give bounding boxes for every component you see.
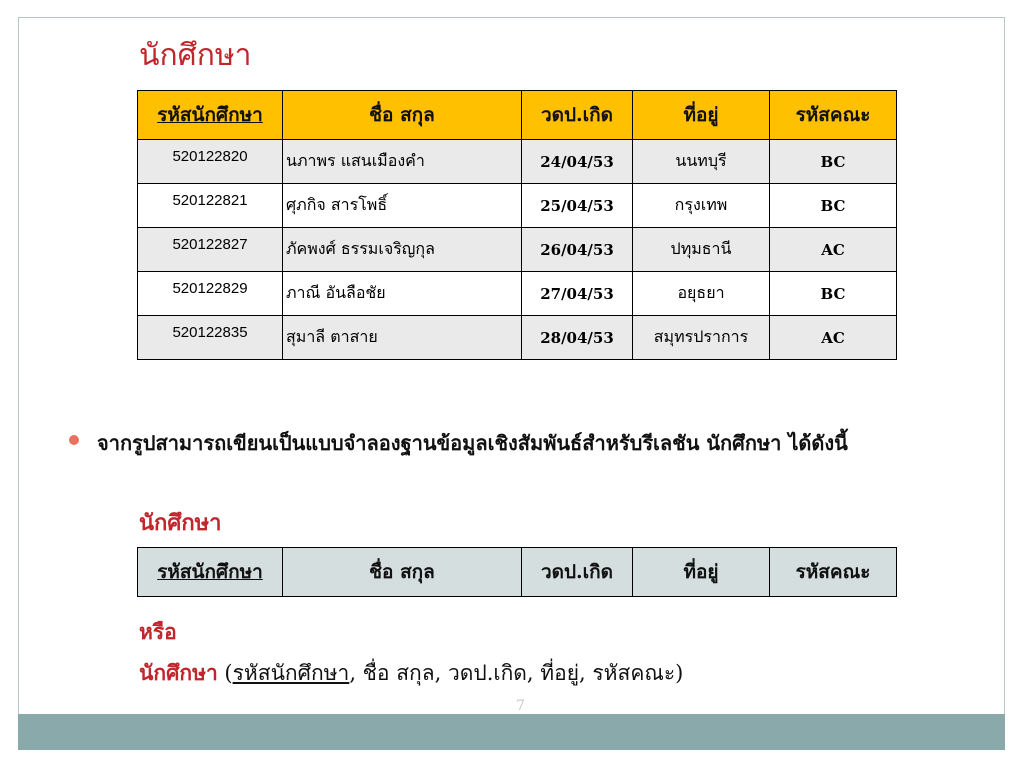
cell-birthdate: 26/04/53 <box>522 228 633 272</box>
cell-name: ภาณี อันลือชัย <box>283 272 522 316</box>
bullet-dot <box>69 435 79 445</box>
footer-mark: 7 <box>516 698 525 714</box>
cell-student-id: 520122821 <box>138 184 283 228</box>
cell-address: สมุทรปราการ <box>633 316 770 360</box>
cell-address: อยุธยา <box>633 272 770 316</box>
schema-relation-name: นักศึกษา <box>139 660 218 685</box>
column-header-address: ที่อยู่ <box>633 91 770 140</box>
cell-address: นนทบุรี <box>633 140 770 184</box>
relation-attr-name: ชื่อ สกุล <box>283 548 522 597</box>
cell-birthdate: 25/04/53 <box>522 184 633 228</box>
relation-attr-address: ที่อยู่ <box>633 548 770 597</box>
cell-name: ภัคพงศ์ ธรรมเจริญกุล <box>283 228 522 272</box>
cell-faculty-code: AC <box>770 316 897 360</box>
relation-attr-student-id: รหัสนักศึกษา <box>138 548 283 597</box>
cell-name: ศุภกิจ สารโพธิ์ <box>283 184 522 228</box>
cell-faculty-code: BC <box>770 140 897 184</box>
column-header-faculty-code: รหัสคณะ <box>770 91 897 140</box>
relation-header-row <box>138 548 897 597</box>
column-header-birthdate: วดป.เกิด <box>522 91 633 140</box>
table-row <box>138 140 897 184</box>
cell-faculty-code: BC <box>770 272 897 316</box>
cell-student-id: 520122835 <box>138 316 283 360</box>
cell-name: สุมาลี ตาสาย <box>283 316 522 360</box>
column-header-name: ชื่อ สกุล <box>283 91 522 140</box>
cell-birthdate: 27/04/53 <box>522 272 633 316</box>
table-row <box>138 316 897 360</box>
table-row <box>138 228 897 272</box>
relation-schema-text <box>139 657 683 690</box>
cell-name: นภาพร แสนเมืองคำ <box>283 140 522 184</box>
table-row <box>138 272 897 316</box>
schema-attributes: , ชื่อ สกุล, วดป.เกิด, ที่อยู่, รหัสคณะ) <box>349 661 684 685</box>
table-row <box>138 184 897 228</box>
column-header-student-id: รหัสนักศึกษา <box>138 91 283 140</box>
student-data-table <box>137 90 897 360</box>
slide-title: นักศึกษา <box>139 38 252 73</box>
schema-primary-key: รหัสนักศึกษา <box>232 661 350 685</box>
relation-schema-table <box>137 547 897 597</box>
schema-open: ( <box>217 661 233 685</box>
cell-address: กรุงเทพ <box>633 184 770 228</box>
cell-student-id: 520122820 <box>138 140 283 184</box>
table-header-row <box>138 91 897 140</box>
cell-faculty-code: BC <box>770 184 897 228</box>
relation-title: นักศึกษา <box>139 510 222 536</box>
relation-attr-faculty-code: รหัสคณะ <box>770 548 897 597</box>
footer-bar <box>18 714 1005 750</box>
cell-birthdate: 24/04/53 <box>522 140 633 184</box>
bullet-text: จากรูปสามารถเขียนเป็นแบบจำลองฐานข้อมูลเชิงสัมพันธ์สำหรับรีเลชัน นักศึกษา ได้ดังนี้ <box>97 431 848 455</box>
or-label: หรือ <box>139 619 177 644</box>
cell-faculty-code: AC <box>770 228 897 272</box>
cell-birthdate: 28/04/53 <box>522 316 633 360</box>
cell-student-id: 520122829 <box>138 272 283 316</box>
relation-attr-birthdate: วดป.เกิด <box>522 548 633 597</box>
cell-student-id: 520122827 <box>138 228 283 272</box>
cell-address: ปทุมธานี <box>633 228 770 272</box>
